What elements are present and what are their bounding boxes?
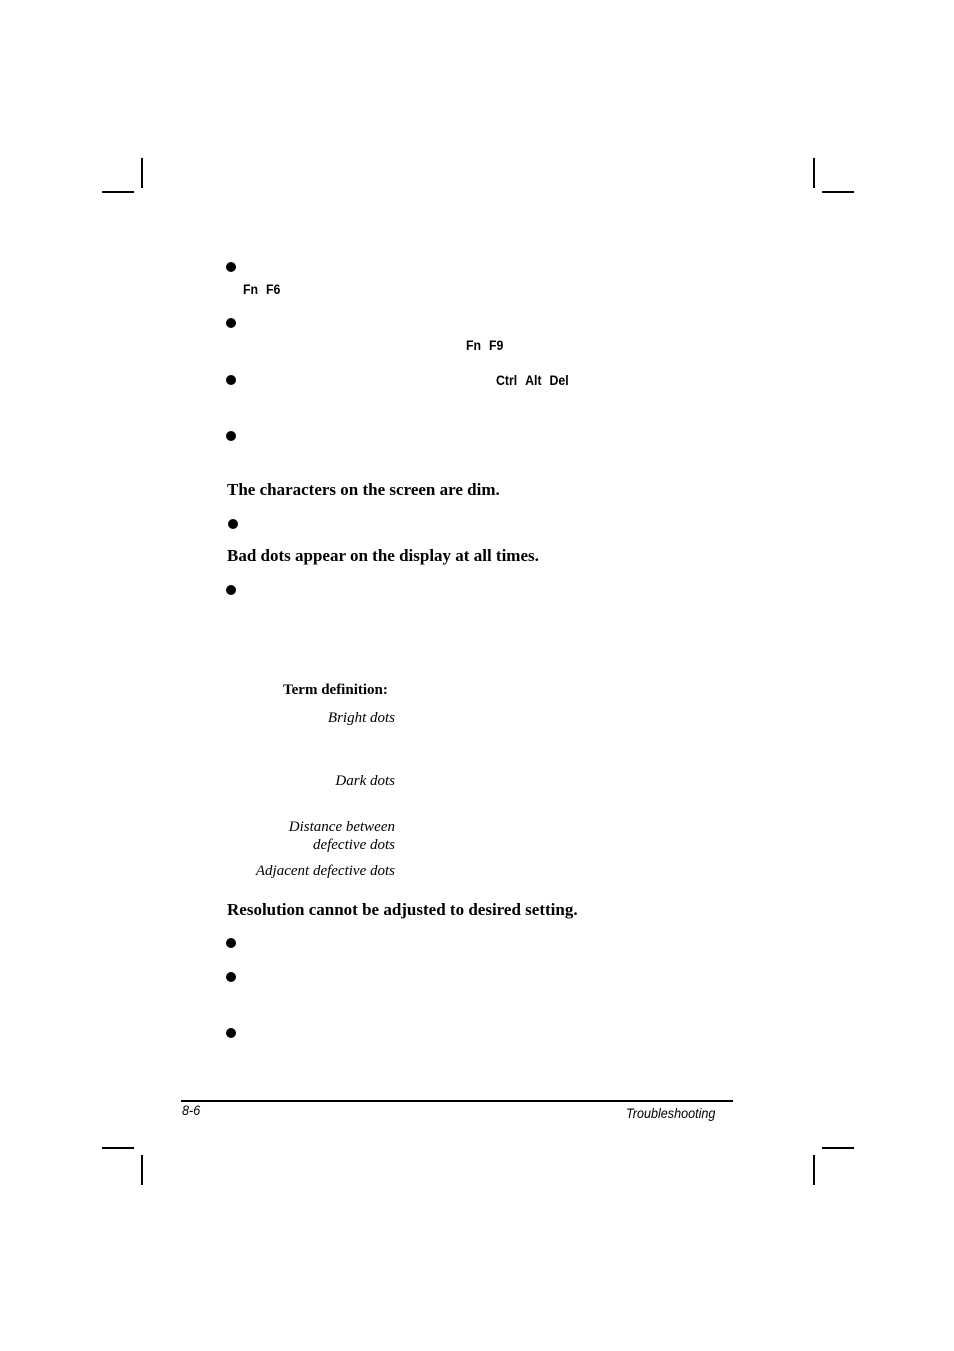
key-f6: F6 — [265, 281, 281, 297]
term-bright-dots: Bright dots — [327, 710, 395, 726]
bullet-2 — [226, 318, 236, 328]
footer-section-title: Troubleshooting — [626, 1105, 716, 1121]
crop-mark-top-right-h — [822, 191, 854, 193]
heading-resolution: Resolution cannot be adjusted to desired setting. — [227, 900, 578, 919]
page-number: 8-6 — [182, 1102, 201, 1118]
bullet-5 — [228, 519, 238, 529]
key-fn: Fn — [243, 281, 259, 297]
key-ctrl: Ctrl — [496, 372, 518, 388]
key-fn: Fn — [466, 337, 482, 353]
footer-rule — [181, 1100, 733, 1102]
bullet-7 — [226, 938, 236, 948]
key-f9: F9 — [488, 337, 504, 353]
crop-mark-bottom-right-h — [822, 1147, 854, 1149]
term-distance-line1: Distance between — [288, 819, 395, 835]
bullet-1 — [226, 262, 236, 272]
crop-mark-bottom-right-v — [813, 1155, 815, 1185]
bullet-3 — [226, 375, 236, 385]
crop-mark-top-right-v — [813, 158, 815, 188]
key-alt: Alt — [525, 372, 542, 388]
key-combo-ctrl-alt-del — [496, 372, 577, 388]
bullet-4 — [226, 431, 236, 441]
crop-mark-top-left-v — [141, 158, 143, 188]
crop-mark-bottom-left-v — [141, 1155, 143, 1185]
crop-mark-top-left-h — [102, 191, 134, 193]
bullet-9 — [226, 1028, 236, 1038]
bullet-8 — [226, 972, 236, 982]
term-definition-header: Term definition: — [283, 682, 388, 698]
term-distance-line2: defective dots — [312, 837, 395, 853]
key-combo-fn-f9 — [466, 337, 511, 353]
heading-bad-dots: Bad dots appear on the display at all times. — [227, 546, 539, 565]
key-combo-fn-f6 — [243, 281, 288, 297]
heading-dim-characters: The characters on the screen are dim. — [227, 480, 500, 499]
term-adjacent-dots: Adjacent defective dots — [255, 863, 395, 879]
term-dark-dots: Dark dots — [335, 773, 395, 789]
crop-mark-bottom-left-h — [102, 1147, 134, 1149]
key-del: Del — [549, 372, 569, 388]
bullet-6 — [226, 585, 236, 595]
